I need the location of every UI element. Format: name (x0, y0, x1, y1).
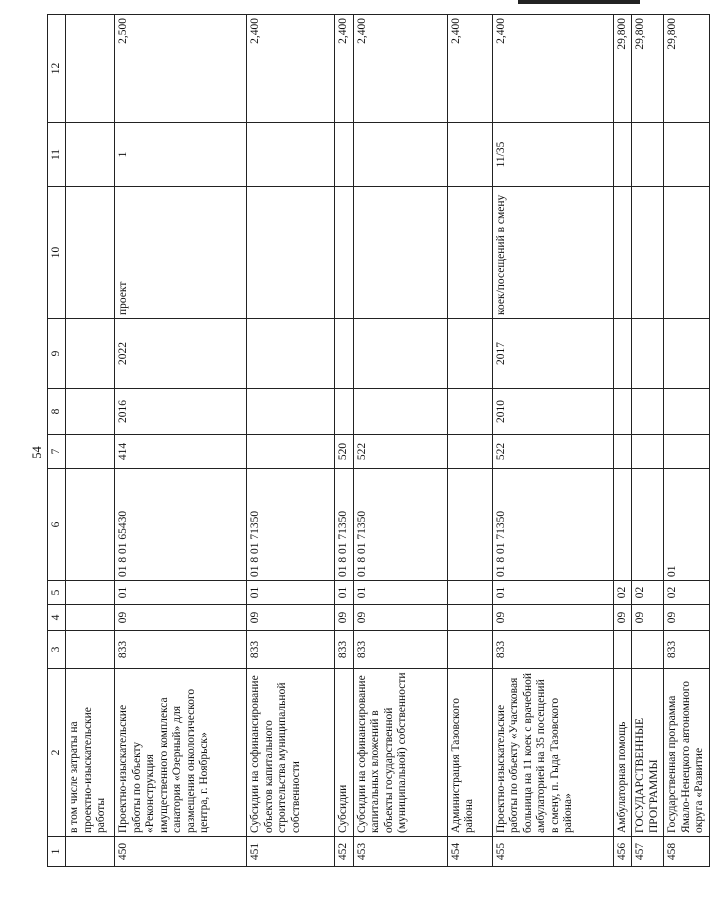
cell-col-7 (664, 435, 710, 469)
cell-col-4: 09 (335, 605, 354, 631)
cell-col-4 (447, 605, 492, 631)
cell-col-8 (613, 389, 632, 435)
cell-col-9 (664, 319, 710, 389)
page-number: 54 (30, 446, 44, 459)
cell-col-7: 522 (492, 435, 613, 469)
cell-col-2: Проектно-изыскательские работы по объекту «Участковая больница на 11 коек с врачебной амбулаторией на 35 посещений в смену, п. Гыда Тазовского района» (492, 669, 613, 837)
cell-col-7 (632, 435, 664, 469)
cell-col-6: 01 8 01 65430 (115, 469, 247, 581)
column-number-cell: 5 (48, 581, 66, 605)
cell-col-1: 451 (247, 837, 335, 867)
cell-col-12: 29,800 (664, 15, 710, 123)
cell-col-5: 01 (353, 581, 447, 605)
cell-col-5: 01 (247, 581, 335, 605)
cell-col-12: 2,400 (335, 15, 354, 123)
cell-col-1: 450 (115, 837, 247, 867)
cell-col-11 (247, 123, 335, 187)
column-number-cell: 1 (48, 837, 66, 867)
cell-col-4: 09 (492, 605, 613, 631)
cell-col-11 (664, 123, 710, 187)
cell-col-9 (66, 319, 115, 389)
column-number-cell: 7 (48, 435, 66, 469)
cell-col-10: коек/посещений в смену (492, 187, 613, 319)
cell-col-7 (613, 435, 632, 469)
cell-col-12: 2,400 (247, 15, 335, 123)
cell-col-8 (632, 389, 664, 435)
cell-col-2: в том числе затраты на проектно-изыскательские работы (66, 669, 115, 837)
cell-col-11 (66, 123, 115, 187)
cell-col-12 (66, 15, 115, 123)
table-row (447, 15, 492, 867)
cell-col-3: 833 (247, 631, 335, 669)
cell-col-10 (664, 187, 710, 319)
cell-col-3 (447, 631, 492, 669)
cell-col-10 (447, 187, 492, 319)
cell-col-7: 522 (353, 435, 447, 469)
cell-col-7 (247, 435, 335, 469)
cell-col-7: 414 (115, 435, 247, 469)
cell-col-11: 11/35 (492, 123, 613, 187)
cell-col-12: 29,800 (613, 15, 632, 123)
cell-col-8 (664, 389, 710, 435)
cell-col-8: 2016 (115, 389, 247, 435)
cell-col-10 (632, 187, 664, 319)
cell-col-5 (447, 581, 492, 605)
cell-col-3 (632, 631, 664, 669)
cell-col-3: 833 (353, 631, 447, 669)
cell-col-1: 457 (632, 837, 664, 867)
cell-col-7 (447, 435, 492, 469)
column-number-cell: 12 (48, 15, 66, 123)
cell-col-2: Субсидии (335, 669, 354, 837)
column-number-cell: 2 (48, 669, 66, 837)
cell-col-5: 01 (115, 581, 247, 605)
cell-col-12: 2,400 (492, 15, 613, 123)
cell-col-5: 01 (492, 581, 613, 605)
cell-col-4 (66, 605, 115, 631)
cell-col-6: 01 8 01 71350 (247, 469, 335, 581)
column-number-cell: 10 (48, 187, 66, 319)
cell-col-2: Субсидии на софинансирование объектов капитального строительства муниципальной собственности (247, 669, 335, 837)
cell-col-6: 01 8 01 71350 (335, 469, 354, 581)
cell-col-5: 02 (632, 581, 664, 605)
cell-col-4: 09 (632, 605, 664, 631)
cell-col-10: проект (115, 187, 247, 319)
table-row (353, 15, 447, 867)
cell-col-3: 833 (335, 631, 354, 669)
cell-col-4: 09 (353, 605, 447, 631)
cell-col-8 (66, 389, 115, 435)
cell-col-8 (353, 389, 447, 435)
table-row (115, 15, 247, 867)
cell-col-12: 2,400 (447, 15, 492, 123)
budget-table (47, 14, 710, 867)
cell-col-3: 833 (664, 631, 710, 669)
cell-col-11 (632, 123, 664, 187)
cell-col-6 (447, 469, 492, 581)
cell-col-10 (66, 187, 115, 319)
cell-col-6 (66, 469, 115, 581)
table-row (335, 15, 354, 867)
cell-col-3 (66, 631, 115, 669)
cell-col-10 (247, 187, 335, 319)
table-row (247, 15, 335, 867)
cell-col-12: 2,400 (353, 15, 447, 123)
cell-col-2: Администрация Тазовского района (447, 669, 492, 837)
column-number-cell: 3 (48, 631, 66, 669)
cell-col-8 (335, 389, 354, 435)
cell-col-4: 09 (664, 605, 710, 631)
column-number-row (48, 15, 66, 867)
cell-col-12: 29,800 (632, 15, 664, 123)
cell-col-6 (632, 469, 664, 581)
cell-col-1: 454 (447, 837, 492, 867)
cell-col-10 (335, 187, 354, 319)
cell-col-1: 453 (353, 837, 447, 867)
cell-col-9 (632, 319, 664, 389)
cell-col-4: 09 (613, 605, 632, 631)
cell-col-10 (353, 187, 447, 319)
cell-col-4: 09 (115, 605, 247, 631)
cell-col-1: 458 (664, 837, 710, 867)
column-number-cell: 11 (48, 123, 66, 187)
cell-col-11: 1 (115, 123, 247, 187)
cell-col-4: 09 (247, 605, 335, 631)
cell-col-2: Амбулаторная помощь (613, 669, 632, 837)
cell-col-9 (353, 319, 447, 389)
table-row (632, 15, 664, 867)
cell-col-11 (335, 123, 354, 187)
cell-col-1 (66, 837, 115, 867)
cell-col-7 (66, 435, 115, 469)
cell-col-6 (613, 469, 632, 581)
cell-col-5: 01 (335, 581, 354, 605)
column-number-cell: 9 (48, 319, 66, 389)
cell-col-12: 2,500 (115, 15, 247, 123)
cell-col-1: 455 (492, 837, 613, 867)
cell-col-2: Проектно-изыскательские работы по объекту «Реконструкция имущественного комплекса санатория «Озерный» для размещения онкологического центра, г. Ноябрьск» (115, 669, 247, 837)
cell-col-6: 01 8 01 71350 (353, 469, 447, 581)
cell-col-2: ГОСУДАРСТВЕННЫЕ ПРОГРАММЫ (632, 669, 664, 837)
cell-col-3: 833 (115, 631, 247, 669)
cell-col-5 (66, 581, 115, 605)
cell-col-1: 456 (613, 837, 632, 867)
cell-col-10 (613, 187, 632, 319)
cell-col-5: 02 (664, 581, 710, 605)
table-row (66, 15, 115, 867)
cell-col-2: Государственная программа Ямало-Ненецкого автономного округа «Развитие (664, 669, 710, 837)
cell-col-2: Субсидии на софинансирование капитальных вложений в объекты государственной (муниципальной) собственности (353, 669, 447, 837)
cell-col-9: 2022 (115, 319, 247, 389)
cell-col-3: 833 (492, 631, 613, 669)
table-row (664, 15, 710, 867)
table-row (613, 15, 632, 867)
cell-col-9 (335, 319, 354, 389)
cell-col-6: 01 (664, 469, 710, 581)
cell-col-3 (613, 631, 632, 669)
column-number-cell: 8 (48, 389, 66, 435)
cell-col-6: 01 8 01 71350 (492, 469, 613, 581)
cell-col-11 (353, 123, 447, 187)
table-row (492, 15, 613, 867)
cell-col-7: 520 (335, 435, 354, 469)
cell-col-11 (613, 123, 632, 187)
cell-col-9: 2017 (492, 319, 613, 389)
cell-col-8 (447, 389, 492, 435)
cell-col-5: 02 (613, 581, 632, 605)
cell-col-1: 452 (335, 837, 354, 867)
cell-col-11 (447, 123, 492, 187)
column-number-cell: 6 (48, 469, 66, 581)
cell-col-8 (247, 389, 335, 435)
cell-col-9 (447, 319, 492, 389)
column-number-cell: 4 (48, 605, 66, 631)
cell-col-8: 2010 (492, 389, 613, 435)
cell-col-9 (613, 319, 632, 389)
cell-col-9 (247, 319, 335, 389)
